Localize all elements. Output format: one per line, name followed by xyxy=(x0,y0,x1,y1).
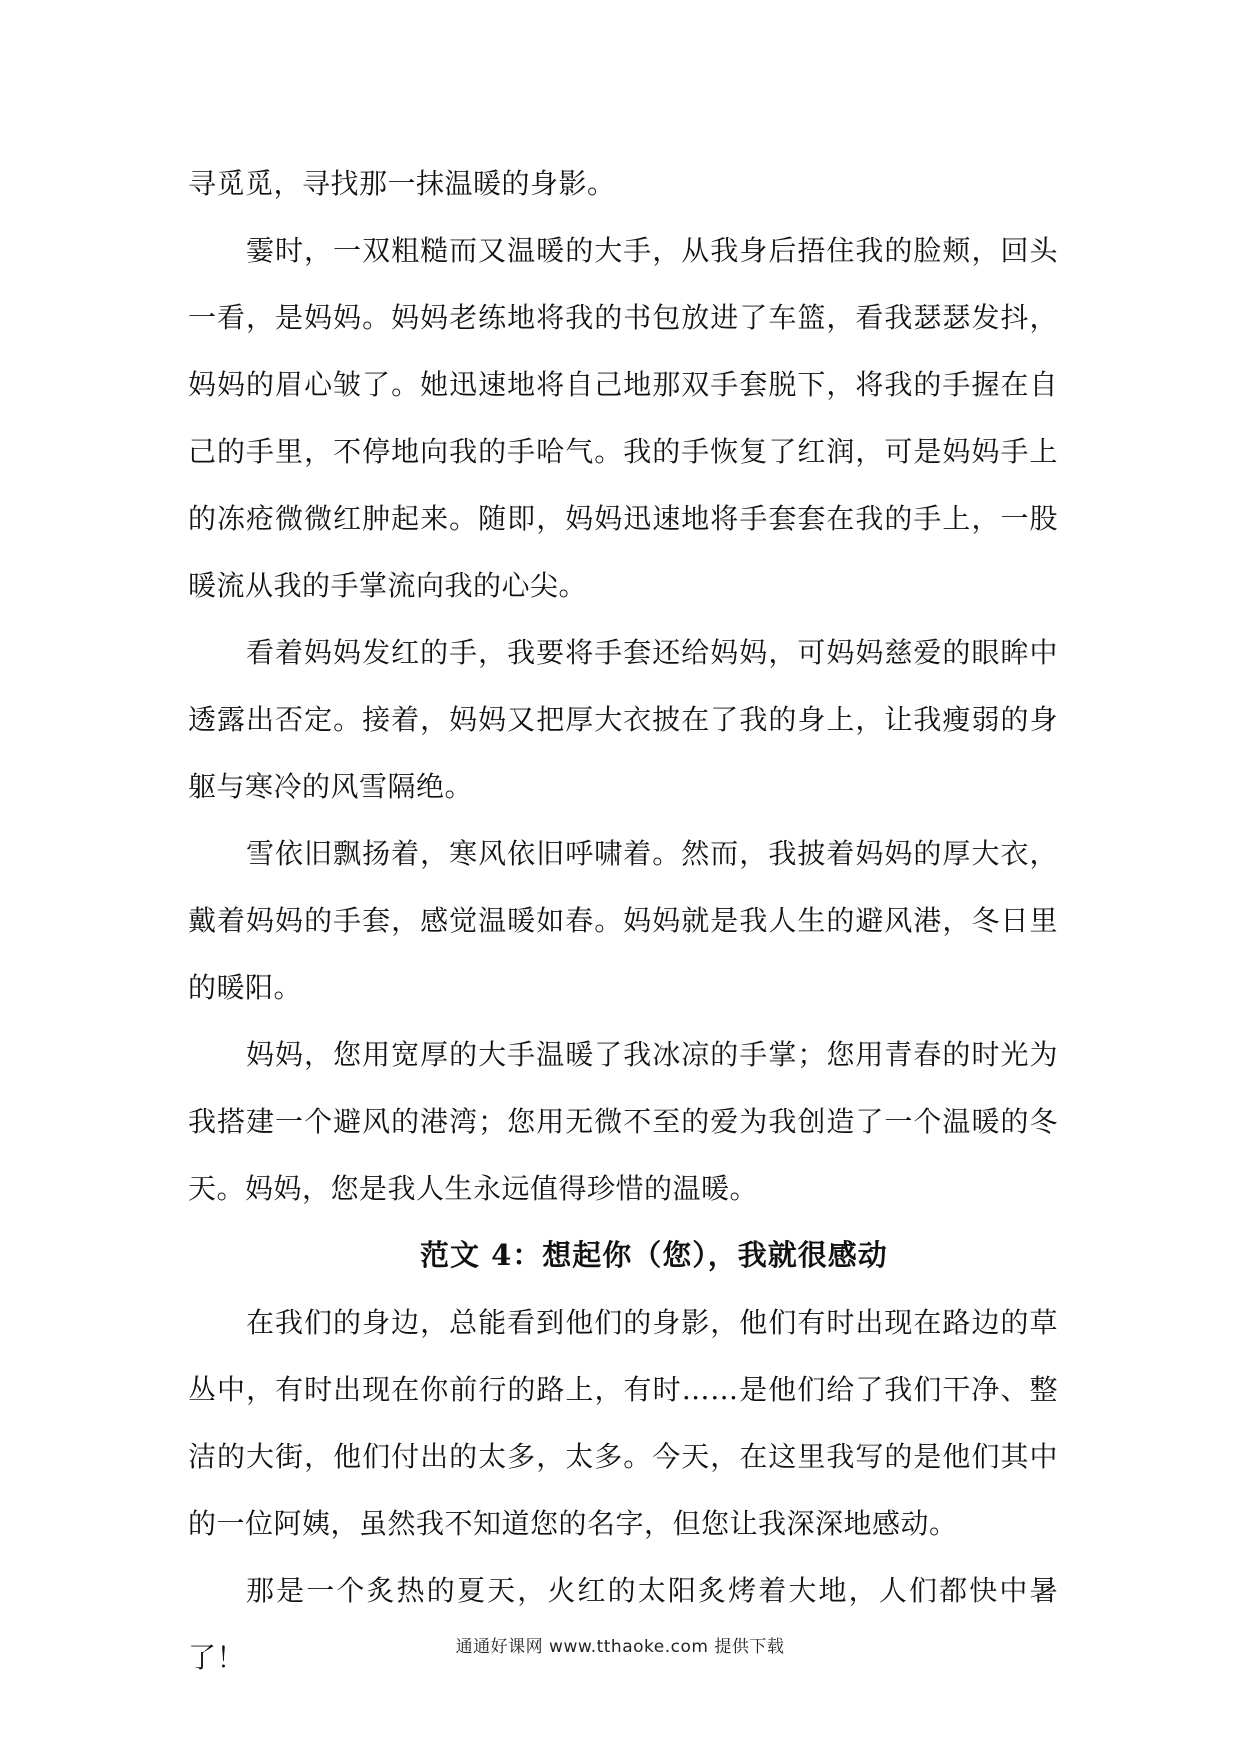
body-text xyxy=(188,150,1058,1691)
section-heading: 范文 4：想起你（您），我就很感动 xyxy=(420,1238,888,1272)
footer-source: 通通好课网 www.tthaoke.com 提供下载 xyxy=(455,1637,785,1657)
paragraph-2: 霎时，一双粗糙而又温暖的大手，从我身后捂住我的脸颊，回头一看，是妈妈。妈妈老练地将我的书包放进了车篮，看我瑟瑟发抖，妈妈的眉心皱了。她迅速地将自己地那双手套脱下，将我的手握在自己的手里，不停地向我的手哈气。我的手恢复了红润，可是妈妈手上的冻疮微微红肿起来。随即，妈妈迅速地将手套套在我的手上，一股暖流从我的手掌流向我的心尖。 xyxy=(188,234,1058,602)
paragraph-7: 那是一个炙热的夏天，火红的太阳炙烤着大地，人们都快中暑了！ xyxy=(188,1574,1058,1674)
paragraph-4: 雪依旧飘扬着，寒风依旧呼啸着。然而，我披着妈妈的厚大衣，戴着妈妈的手套，感觉温暖如春。妈妈就是我人生的避风港，冬日里的暖阳。 xyxy=(188,837,1058,1004)
paragraph-1: 寻觅觅，寻找那一抹温暖的身影。 xyxy=(188,167,616,200)
paragraph-5: 妈妈，您用宽厚的大手温暖了我冰凉的手掌；您用青春的时光为我搭建一个避风的港湾；您用无微不至的爱为我创造了一个温暖的冬天。妈妈，您是我人生永远值得珍惜的温暖。 xyxy=(188,1038,1058,1205)
paragraph-6: 在我们的身边，总能看到他们的身影，他们有时出现在路边的草丛中，有时出现在你前行的路上，有时……是他们给了我们干净、整洁的大街，他们付出的太多，太多。今天，在这里我写的是他们其中的一位阿姨，虽然我不知道您的名字，但您让我深深地感动。 xyxy=(188,1306,1058,1540)
paragraph-3: 看着妈妈发红的手，我要将手套还给妈妈，可妈妈慈爱的眼眸中透露出否定。接着，妈妈又把厚大衣披在了我的身上，让我瘦弱的身躯与寒冷的风雪隔绝。 xyxy=(188,636,1058,803)
